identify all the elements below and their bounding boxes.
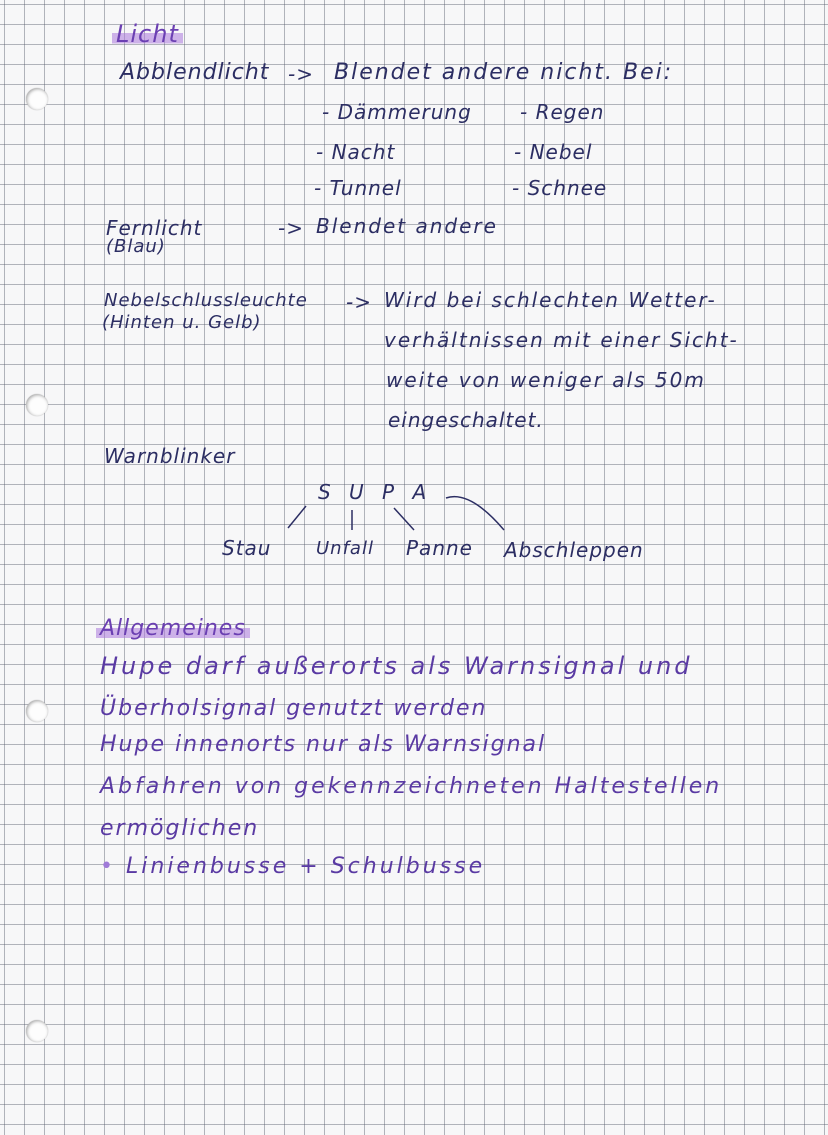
branch-label: Panne (406, 536, 473, 560)
arrow-icon: -> (288, 62, 314, 86)
fernlicht-label: Fernlicht (106, 216, 203, 240)
branch-label: Abschleppen (504, 538, 644, 562)
nebelschluss-line: verhältnissen mit einer Sicht- (384, 328, 739, 352)
section-heading-allgemeines: Allgemeines (96, 618, 250, 640)
nebelschluss-sublabel: (Hinten u. Gelb) (102, 312, 262, 333)
bullet-icon: • (100, 854, 114, 879)
nebelschluss-line: eingeschaltet. (388, 408, 544, 432)
list-item: - Schnee (512, 176, 608, 200)
nebelschluss-line: weite von weniger als 50m (386, 368, 706, 392)
arrow-icon: -> (278, 216, 304, 240)
branch-label: Stau (222, 536, 272, 560)
arrow-icon: -> (346, 290, 372, 314)
nebelschluss-label: Nebelschlussleuchte (104, 290, 308, 311)
nebelschluss-line: Wird bei schlechten Wetter- (384, 288, 717, 312)
list-item: - Dämmerung (322, 100, 472, 124)
text-line: Hupe darf außerorts als Warnsignal und (100, 652, 693, 680)
list-item: - Regen (520, 100, 605, 124)
list-item: - Nebel (514, 140, 593, 164)
abblendlicht-label: Abblendlicht (120, 60, 270, 85)
branch-label: Unfall (316, 538, 374, 559)
list-item: - Tunnel (314, 176, 402, 200)
bullet-text: Linienbusse + Schulbusse (126, 854, 486, 879)
text-line: Überholsignal genutzt werden (100, 696, 488, 721)
warnblinker-acronym: S U P A (318, 480, 433, 504)
text-line: ermöglichen (100, 816, 260, 841)
section-heading-licht: Licht (112, 22, 183, 46)
fernlicht-sublabel: (Blau) (106, 236, 166, 257)
fernlicht-text: Blendet andere (316, 214, 498, 238)
abblendlicht-text: Blendet andere nicht. Bei: (334, 60, 674, 85)
text-line: Hupe innenorts nur als Warnsignal (100, 732, 547, 757)
list-item: - Nacht (316, 140, 396, 164)
warnblinker-label: Warnblinker (104, 444, 236, 468)
text-line: Abfahren von gekennzeichneten Haltestellen (100, 774, 723, 799)
